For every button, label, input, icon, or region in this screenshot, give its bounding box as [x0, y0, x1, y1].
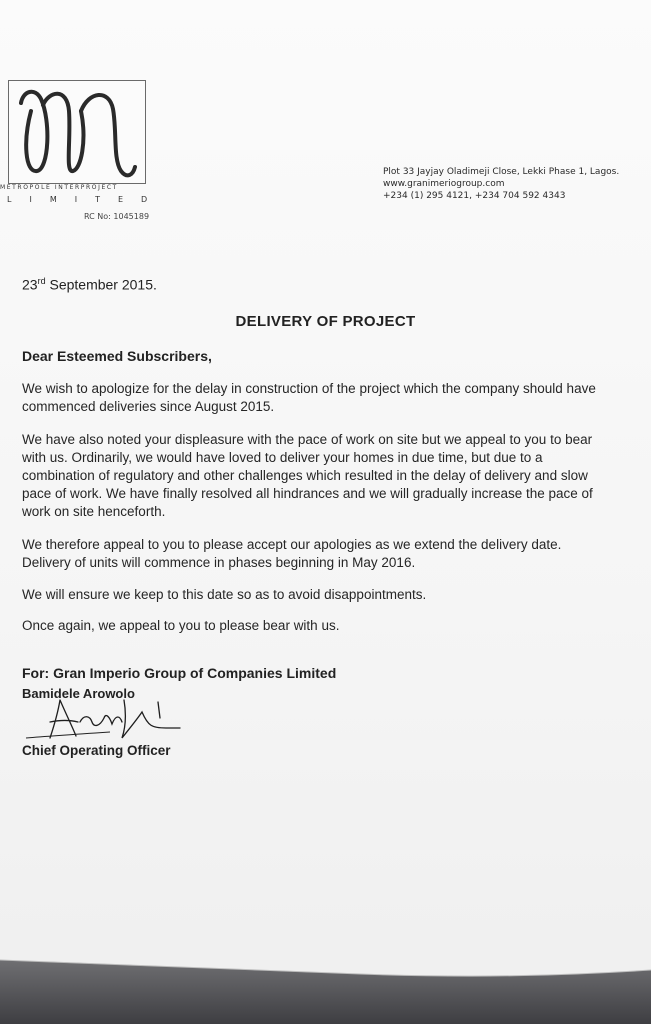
date-day: 23: [22, 276, 38, 293]
date-month-year: September 2015.: [45, 276, 157, 293]
paragraph-commitment: We will ensure we keep to this date so as to avoid disappointments.: [22, 587, 427, 602]
signature-icon: [20, 692, 190, 744]
phone-numbers: +234 (1) 295 4121, +234 704 592 4343: [383, 191, 566, 201]
address-line: Plot 33 Jayjay Oladimeji Close, Lekki Phase 1, Lagos.: [383, 167, 620, 177]
signatory-name: Bamidele Arowolo: [22, 686, 135, 701]
salutation: Dear Esteemed Subscribers,: [22, 348, 212, 364]
date-suffix: rd: [37, 276, 46, 286]
company-address-block: [383, 166, 648, 202]
paragraph-closing: Once again, we appeal to you to please bear with us.: [22, 618, 340, 633]
signatory-title: Chief Operating Officer: [22, 743, 171, 758]
sign-for-line: For: Gran Imperio Group of Companies Limited: [22, 665, 337, 681]
logo-mark-icon: [9, 81, 145, 183]
website-link: www.granimeriogroup.com: [383, 179, 505, 189]
paragraph-displeasure: We have also noted your displeasure with the pace of work on site but we appeal to you to bear with us. Ordinarily, we would have loved to deliver your homes in due time, but due to a combination of regulatory and other challenges which resulted in the delay of delivery and slow pace of work. We have finally resolved all hindrances and we will gradually increase the pace of work on site henceforth.: [22, 432, 593, 519]
paragraph-extension: We therefore appeal to you to please accept our apologies as we extend the delivery date. Delivery of units will commence in phases beginning in May 2016.: [22, 537, 562, 570]
paragraph-apology: We wish to apologize for the delay in construction of the project which the company should have commenced deliveries since August 2015.: [22, 381, 596, 414]
company-logo: [8, 80, 146, 184]
letter-title: DELIVERY OF PROJECT: [235, 313, 416, 330]
letter-date: [22, 276, 157, 293]
logo-company-name: METROPOLE INTERPROJECT: [0, 184, 118, 191]
scan-edge-shadow: [0, 940, 651, 1024]
rc-number: RC No: 1045189: [84, 212, 150, 221]
logo-limited: LIMITED: [7, 195, 166, 204]
